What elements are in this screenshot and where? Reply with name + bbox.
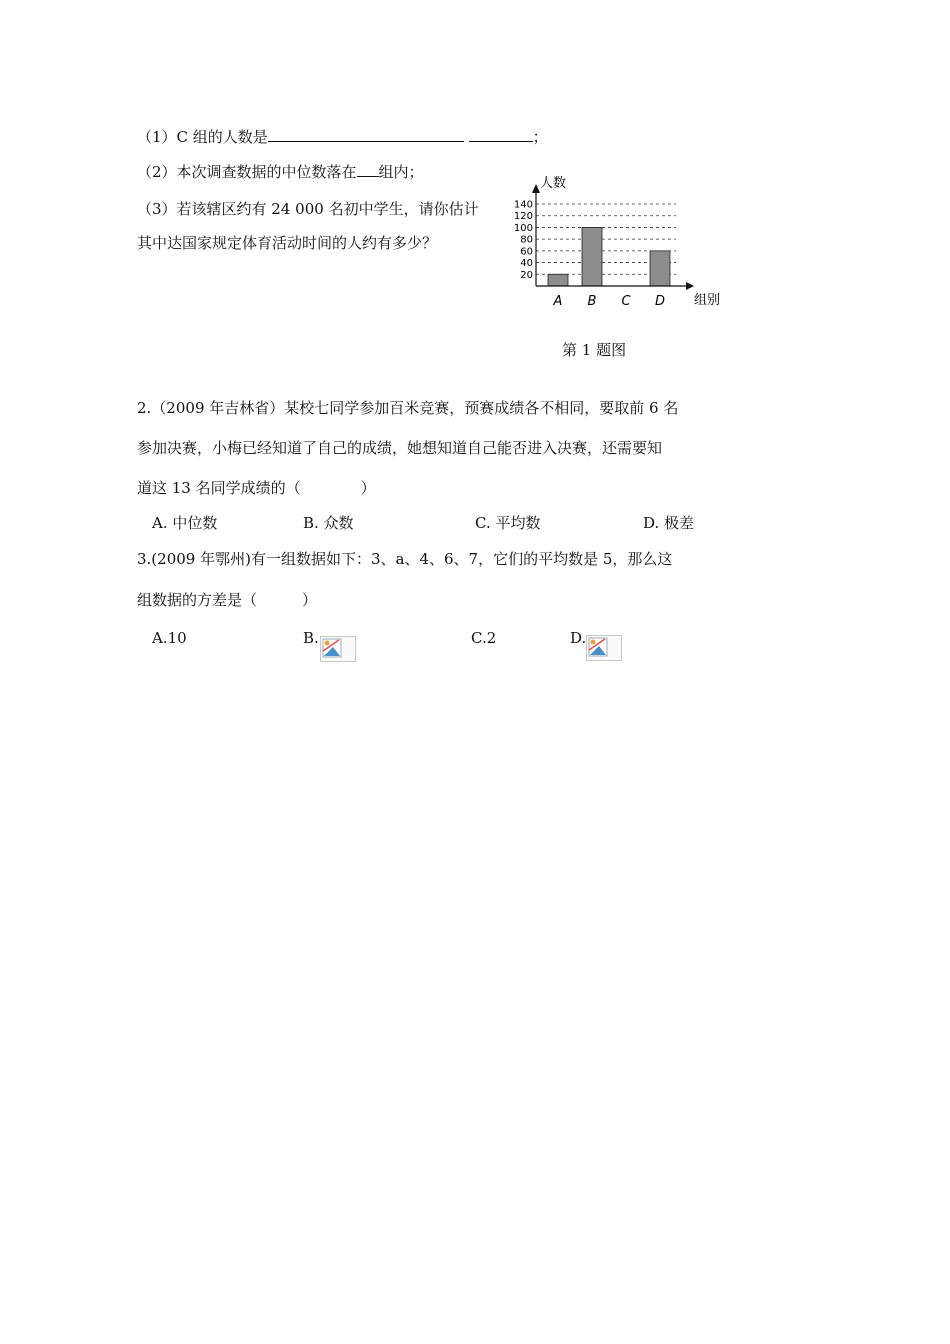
answer-blank bbox=[469, 127, 533, 142]
bar-chart bbox=[500, 168, 730, 318]
q2-option-c: C. 平均数 bbox=[475, 514, 541, 532]
x-tick-label: C bbox=[621, 294, 631, 309]
q2-option-a: A. 中位数 bbox=[152, 514, 218, 532]
q1-part1-suffix: ； bbox=[532, 128, 548, 146]
q2-option-b: B. 众数 bbox=[303, 514, 354, 532]
figure-caption: 第 1 题图 bbox=[562, 341, 627, 359]
y-axis-label: 人数 bbox=[540, 176, 567, 191]
y-tick-label: 60 bbox=[520, 246, 533, 258]
y-axis-arrow bbox=[532, 184, 540, 193]
q3-option-c: C.2 bbox=[471, 629, 497, 647]
bar-d bbox=[650, 251, 670, 286]
y-tick-labels bbox=[514, 200, 533, 281]
y-tick-label: 40 bbox=[520, 258, 533, 270]
q3-option-a: A.10 bbox=[152, 629, 187, 647]
q1-part3-line1: （3）若该辖区约有 24 000 名初中学生，请你估计 bbox=[137, 200, 479, 218]
broken-image-icon bbox=[320, 636, 356, 662]
y-tick-label: 100 bbox=[513, 222, 533, 234]
q1-part1 bbox=[137, 127, 548, 147]
x-axis-arrow bbox=[686, 282, 694, 290]
y-tick-label: 140 bbox=[513, 199, 533, 211]
broken-image-icon bbox=[586, 635, 622, 661]
x-tick-label: D bbox=[654, 294, 666, 309]
q3-line1: 3.(2009 年鄂州)有一组数据如下：3、a、4、6、7，它们的平均数是 5，那么这 bbox=[137, 550, 673, 568]
q1-part1-prefix: （1）C 组的人数是 bbox=[137, 128, 268, 146]
q1-part2-text-end: 组内； bbox=[378, 163, 424, 181]
chart-bars bbox=[548, 227, 670, 286]
y-tick-label: 120 bbox=[513, 211, 533, 223]
q1-part2-text: （2）本次调查数据的中位数落在 bbox=[137, 163, 357, 181]
x-axis-label: 组别 bbox=[694, 293, 721, 308]
y-tick-label: 80 bbox=[520, 234, 533, 246]
q2-line3: 道这 13 名同学成绩的（ ） bbox=[137, 479, 376, 497]
x-tick-labels bbox=[553, 294, 665, 309]
q2-option-d: D. 极差 bbox=[643, 514, 695, 532]
bar-a bbox=[548, 274, 568, 286]
answer-blank bbox=[268, 127, 464, 142]
q2-line1: 2.（2009 年吉林省）某校七同学参加百米竞赛，预赛成绩各不相同，要取前 6 名 bbox=[137, 399, 679, 417]
q3-option-d: D. bbox=[570, 629, 587, 647]
bar-b bbox=[582, 227, 602, 286]
q3-option-b: B. bbox=[303, 629, 319, 647]
y-tick-label: 20 bbox=[520, 269, 533, 281]
x-tick-label: A bbox=[553, 294, 563, 309]
q1-part3-line2: 其中达国家规定体育活动时间的人约有多少？ bbox=[137, 234, 438, 252]
answer-blank bbox=[357, 162, 379, 177]
q1-part2 bbox=[137, 162, 424, 182]
q2-line2: 参加决赛，小梅已经知道了自己的成绩，她想知道自己能否进入决赛，还需要知 bbox=[137, 439, 663, 457]
x-tick-label: B bbox=[587, 294, 597, 309]
q3-line2: 组数据的方差是（ ） bbox=[137, 591, 318, 609]
